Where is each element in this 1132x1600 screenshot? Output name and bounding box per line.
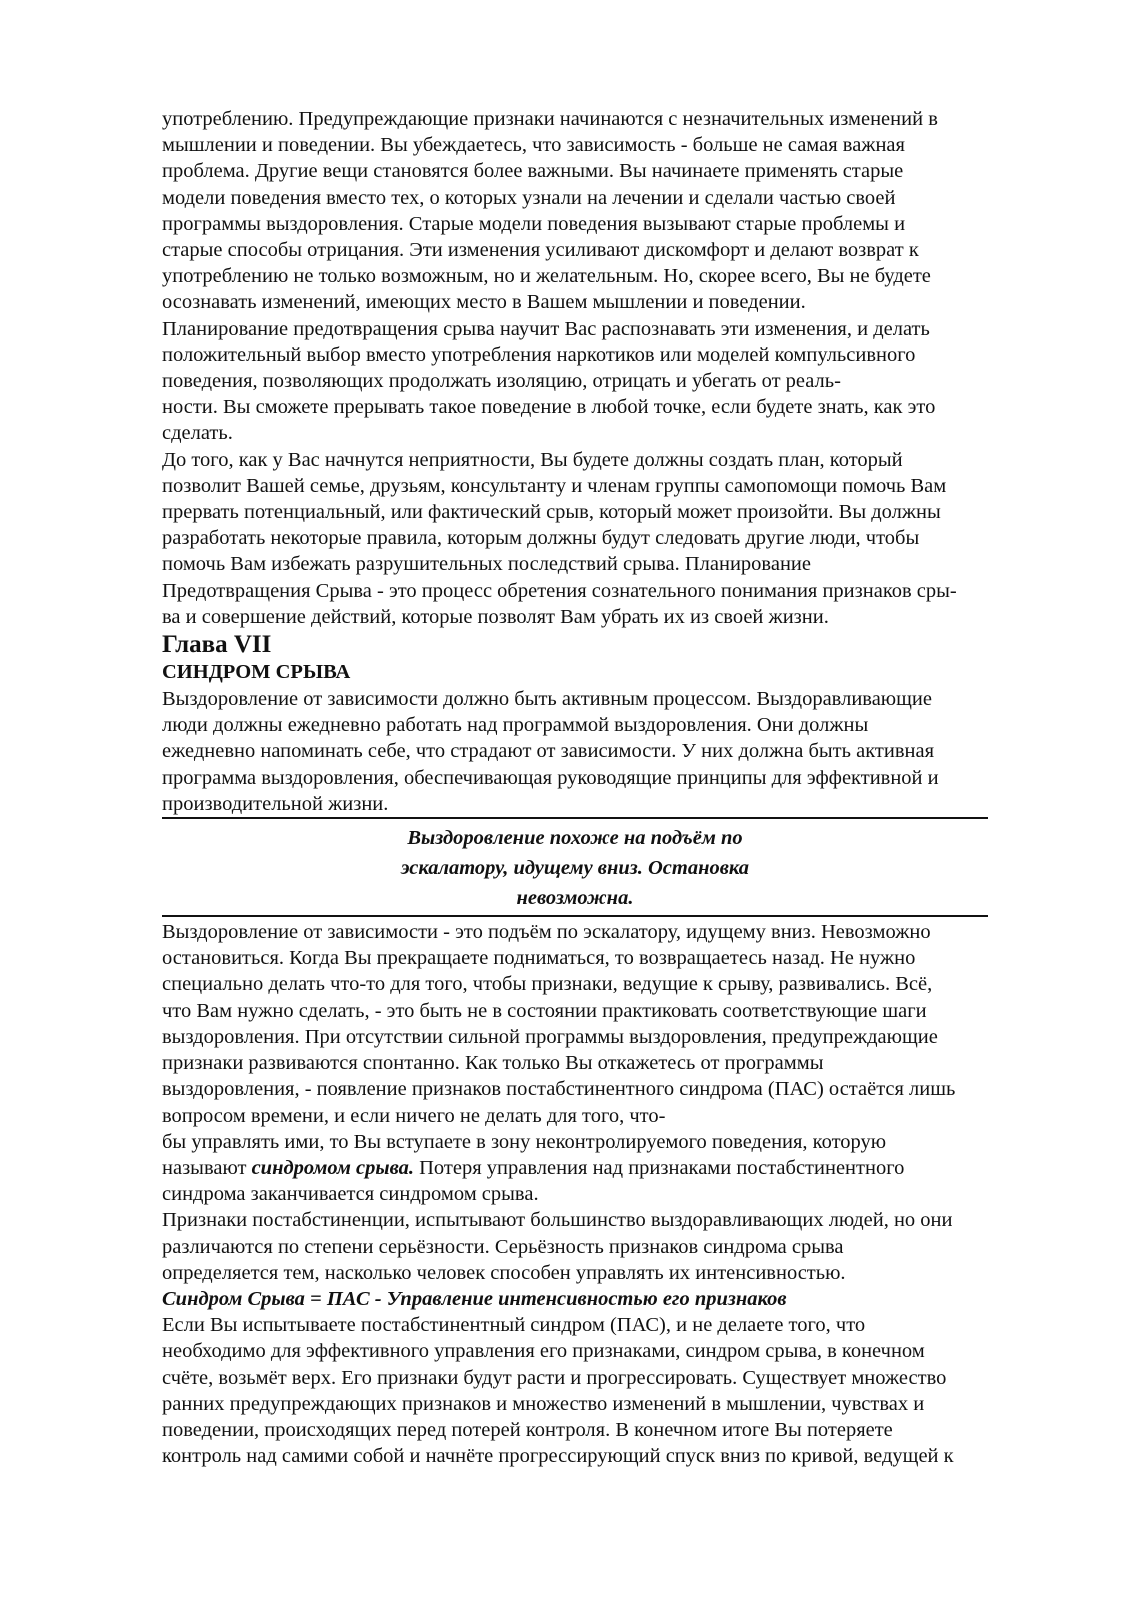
text-line: употреблению. Предупреждающие признаки начинаются с незначительных изменений в — [162, 108, 938, 130]
text-line: ежедневно напоминать себе, что страдают от зависимости. У них должна быть активная — [162, 740, 935, 763]
text-line: определяется тем, насколько человек способен управлять их интенсивностью. — [162, 1261, 846, 1284]
text-line: Выздоровление от зависимости должно быть активным процессом. Выздоравливающие — [162, 688, 932, 711]
text-line: Предотвращения Срыва - это процесс обретения сознательного понимания признаков сры- — [162, 579, 957, 602]
text-line: модели поведения вместо тех, о которых узнали на лечении и сделали частью своей — [162, 186, 896, 209]
chapter-heading: Глава VII — [162, 631, 272, 659]
text-line: Если Вы испытываете постабстинентный синдром (ПАС), и не делаете того, что — [162, 1314, 866, 1337]
quote-line: невозможна. — [516, 887, 634, 910]
text-line: Планирование предотвращения срыва научит Вас распознавать эти изменения, и делать — [162, 317, 930, 340]
quote-line: эскалатору, идущему вниз. Остановка — [400, 857, 749, 880]
text-line: ранних предупреждающих признаков и множество изменений в мышлении, чувствах и — [162, 1392, 925, 1415]
text-line: остановиться. Когда Вы прекращаете подниматься, то возвращаетесь назад. Не нужно — [162, 947, 916, 970]
text-line: До того, как у Вас начнутся неприятности, Вы будете должны создать план, который — [162, 448, 903, 471]
text-line: вопросом времени, и если ничего не делать для того, что- — [162, 1104, 666, 1127]
text-line: специально делать что-то для того, чтобы признаки, ведущие к срыву, развивались. Всё, — [162, 973, 933, 996]
text-line: бы управлять ими, то Вы вступаете в зону неконтролируемого поведения, которую — [162, 1130, 887, 1153]
text-line: контроль над самими собой и начнёте прогрессирующий спуск вниз по кривой, ведущей к — [162, 1445, 954, 1468]
text-line: ности. Вы сможете прерывать такое поведение в любой точке, если будете знать, как это — [162, 396, 936, 419]
text-line: Признаки постабстиненции, испытывают большинство выздоравливающих людей, но они — [162, 1209, 953, 1232]
text-line: признаки развиваются спонтанно. Как только Вы откажетесь от программы — [162, 1052, 824, 1075]
text-line: производительной жизни. — [162, 792, 389, 815]
text-line: выздоровления. При отсутствии сильной программы выздоровления, предупреждающие — [162, 1025, 938, 1048]
text-line: осознавать изменений, имеющих место в Вашем мышлении и поведении. — [162, 291, 806, 314]
intro-paragraphs — [162, 106, 1042, 630]
text-line: употреблению не только возможным, но и желательным. Но, скорее всего, Вы не будете — [162, 265, 931, 288]
document-page — [162, 106, 1042, 1469]
quote-line: Выздоровление похоже на подъём по — [407, 827, 743, 850]
text-fragment: Потеря управления над признаками постабстинентного — [414, 1156, 905, 1179]
text-line: проблема. Другие вещи становятся более важными. Вы начинаете применять старые — [162, 160, 904, 183]
text-line: выздоровления, - появление признаков постабстинентного синдрома (ПАС) остаётся лишь — [162, 1078, 956, 1101]
section-intro — [162, 686, 1042, 817]
formula-line: Синдром Срыва = ПАС - Управление интенсивностью его признаков — [162, 1287, 787, 1310]
text-line: что Вам нужно сделать, - это быть не в состоянии практиковать соответствующие шаги — [162, 999, 927, 1022]
final-paragraph — [162, 1312, 1042, 1469]
text-line-with-emphasis — [162, 1155, 1042, 1181]
text-fragment: называют — [162, 1156, 252, 1179]
text-line: различаются по степени серьёзности. Серьёзность признаков синдрома срыва — [162, 1235, 844, 1258]
text-line: прервать потенциальный, или фактический срыв, который может произойти. Вы должны — [162, 501, 941, 524]
text-line: счёте, возьмёт верх. Его признаки будут расти и прогрессировать. Существует множество — [162, 1366, 947, 1389]
text-line: ва и совершение действий, которые позволят Вам убрать их из своей жизни. — [162, 605, 829, 628]
text-line: люди должны ежедневно работать над программой выздоровления. Они должны — [162, 714, 869, 737]
text-line: программы выздоровления. Старые модели поведения вызывают старые проблемы и — [162, 212, 906, 235]
text-line: Выздоровление от зависимости - это подъём по эскалатору, идущему вниз. Невозможно — [162, 921, 931, 944]
section-heading: СИНДРОМ СРЫВА — [162, 661, 351, 684]
body-paragraphs — [162, 919, 1042, 1286]
text-line: мышлении и поведении. Вы убеждаетесь, что зависимость - больше не самая важная — [162, 134, 905, 157]
pull-quote — [162, 817, 988, 917]
text-line: разработать некоторые правила, которым должны будут следовать другие люди, чтобы — [162, 527, 920, 550]
text-line: старые способы отрицания. Эти изменения усиливают дискомфорт и делают возврат к — [162, 239, 919, 262]
text-line: программа выздоровления, обеспечивающая руководящие принципы для эффективной и — [162, 766, 939, 789]
emphasis-term: синдромом срыва. — [251, 1156, 414, 1179]
text-line: поведении, происходящих перед потерей контроля. В конечном итоге Вы потеряете — [162, 1418, 893, 1441]
text-line: сделать. — [162, 422, 233, 445]
text-line: поведения, позволяющих продолжать изоляцию, отрицать и убегать от реаль- — [162, 370, 841, 393]
text-line: помочь Вам избежать разрушительных последствий срыва. Планирование — [162, 553, 811, 576]
text-line: позволит Вашей семье, друзьям, консультанту и членам группы самопомощи помочь Вам — [162, 474, 947, 497]
text-line: синдрома заканчивается синдромом срыва. — [162, 1183, 539, 1206]
text-line: положительный выбор вместо употребления наркотиков или моделей компульсивного — [162, 343, 916, 366]
text-line: необходимо для эффективного управления его признаками, синдром срыва, в конечном — [162, 1340, 925, 1363]
